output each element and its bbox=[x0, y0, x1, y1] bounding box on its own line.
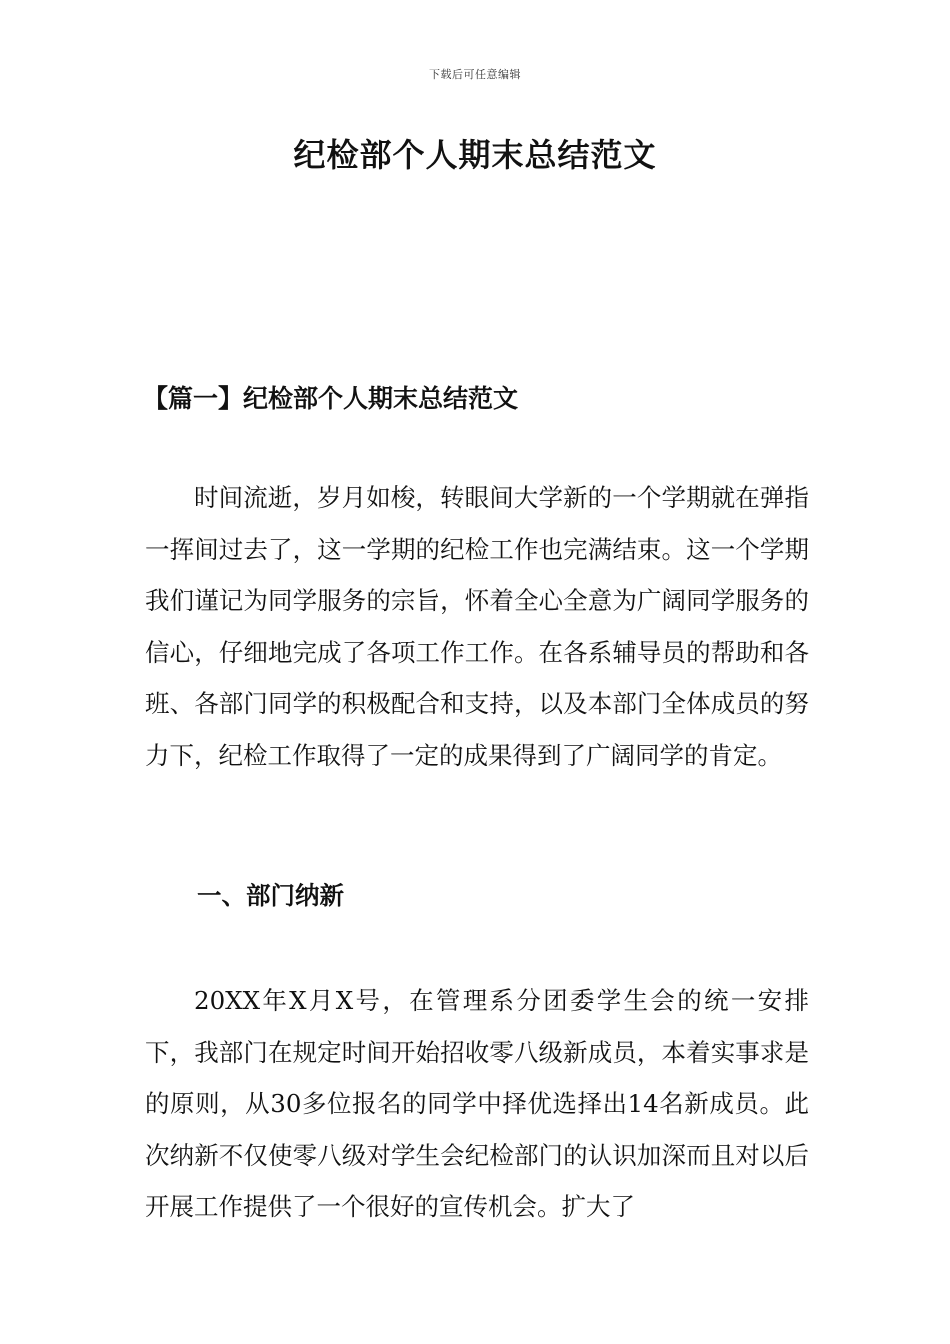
document-title: 纪检部个人期末总结范文 bbox=[293, 136, 657, 174]
body-paragraph-1: 时间流逝，岁月如梭，转眼间大学新的一个学期就在弹指一挥间过去了，这一学期的纪检工作也完满结束。这一个学期我们谨记为同学服务的宗旨，怀着全心全意为广阔同学服务的信心，仔细地完成了各项工作工作。在各系辅导员的帮助和各班、各部门同学的积极配合和支持，以及本部门全体成员的努力下，纪检工作取得了一定的成果得到了广阔同学的肯定。 bbox=[145, 483, 809, 770]
section-heading: 【篇一】纪检部个人期末总结范文 bbox=[143, 384, 519, 413]
body-paragraph-2: 20XX年X月X号，在管理系分团委学生会的统一安排下，我部门在规定时间开始招收零八级新成员，本着实事求是的原则，从30多位报名的同学中择优选择出14名新成员。此次纳新不仅使零八级对学生会纪检部门的认识加深而且对以后开展工作提供了一个很好的宣传机会。扩大了 bbox=[145, 986, 809, 1221]
subheading-department-recruitment: 一、部门纳新 bbox=[197, 881, 344, 910]
header-note: 下载后可任意编辑 bbox=[429, 68, 521, 81]
